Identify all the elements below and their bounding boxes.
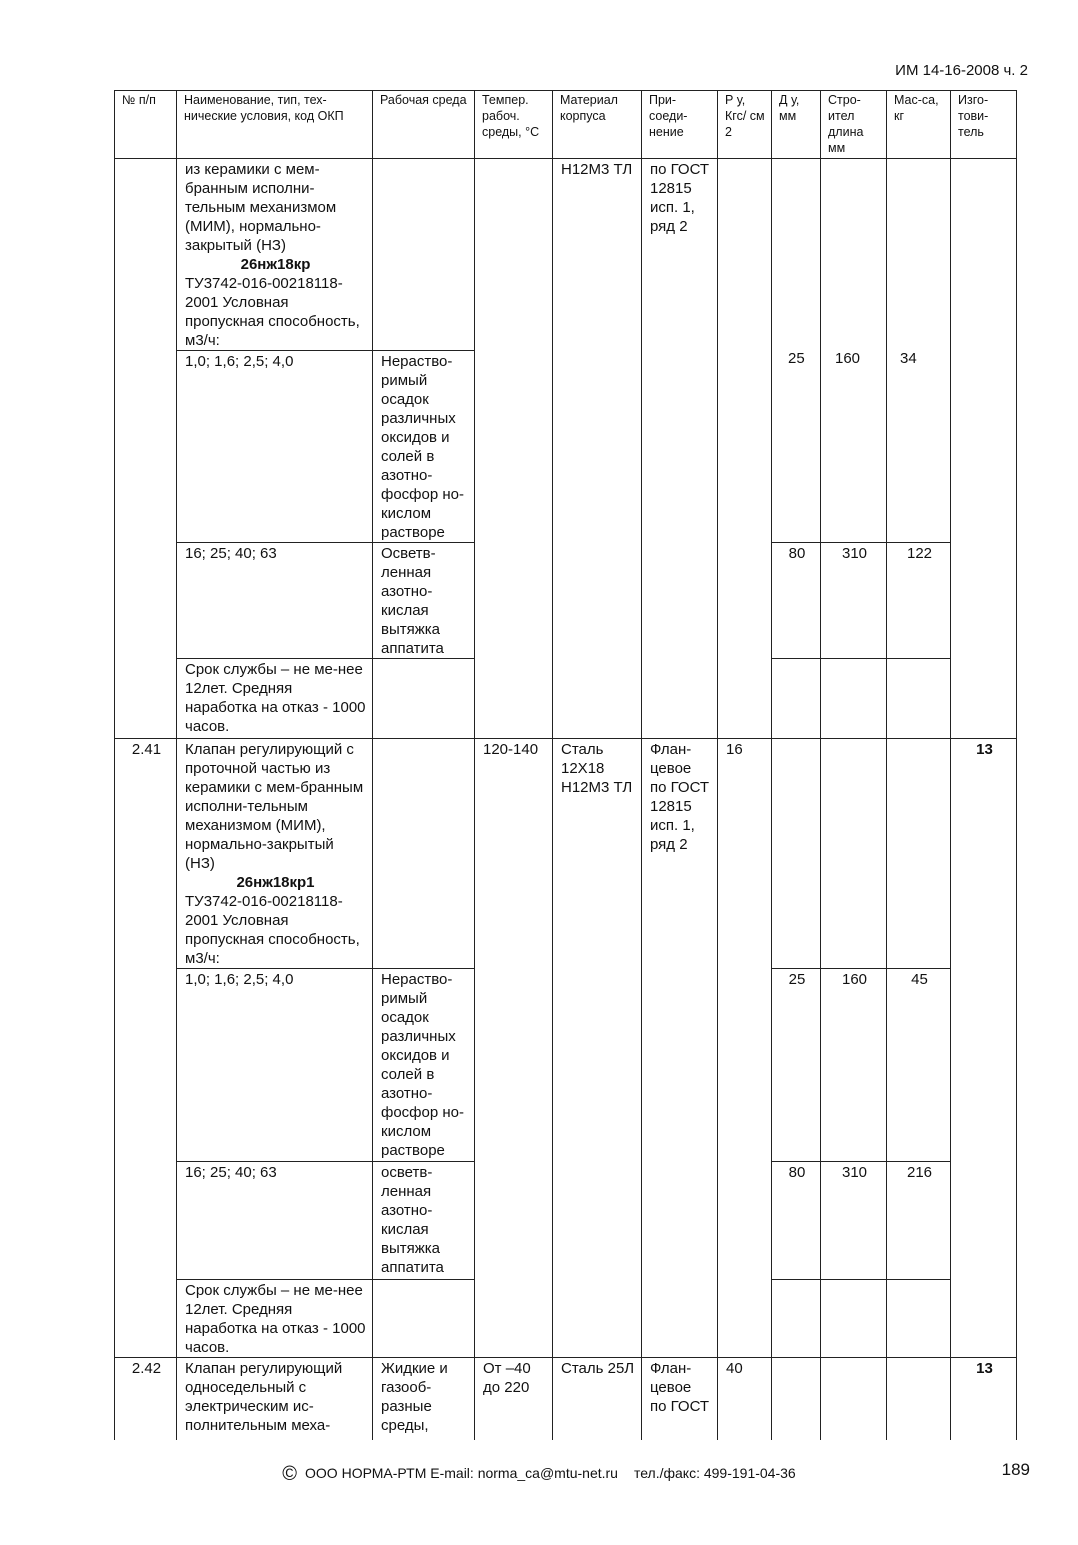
- cell-medium: осветв-ленная азотно-кислая вытяжка аппатита: [373, 1162, 475, 1280]
- table-header-row: [115, 91, 1017, 159]
- page-footer: [0, 1463, 1078, 1486]
- col-header-mass: Мас-са, кг: [887, 91, 951, 159]
- cell-connection: по ГОСТ 12815 исп. 1, ряд 2: [642, 159, 718, 739]
- footer-phone: тел./факс: 499-191-04-36: [633, 1465, 796, 1481]
- cell-material: Сталь 12Х18 Н12М3 ТЛ: [553, 739, 642, 1358]
- cell-length: [821, 1280, 887, 1358]
- cont-sub1-mass: 34: [900, 350, 917, 367]
- table-row: [115, 1358, 1017, 1440]
- cell-dn: [772, 1280, 821, 1358]
- cell-mass: [887, 1280, 951, 1358]
- cell-maker: 13: [951, 739, 1017, 1358]
- table-row: [115, 739, 1017, 969]
- cell-dn: [772, 659, 821, 739]
- cell-dn: [772, 739, 821, 969]
- cell-dn: 25: [772, 969, 821, 1162]
- valve-spec-table: [114, 90, 1017, 1440]
- cell-length: 160: [821, 969, 887, 1162]
- col-header-dn: Д у, мм: [772, 91, 821, 159]
- cell-length: 310: [821, 543, 887, 659]
- item-model: 26нж18кр1: [236, 874, 315, 891]
- cell-name: [177, 739, 373, 969]
- footer-email: E-mail: norma_ca@mtu-net.ru: [430, 1465, 618, 1481]
- cont-sub1-length: 160: [835, 350, 861, 367]
- col-header-temperature: Темпер. рабоч. среды, °С: [475, 91, 553, 159]
- cell-medium: Осветв-ленная азотно-кислая вытяжка аппатита: [373, 543, 475, 659]
- cell-name: Клапан регулирующий односедельный с электрическим ис-полнительным меха-: [177, 1358, 373, 1440]
- cell-material: Сталь 25Л: [553, 1358, 642, 1440]
- cell-number: 2.41: [115, 739, 177, 1358]
- document-code: ИМ 14-16-2008 ч. 2: [895, 62, 1028, 79]
- cell-kv: 16; 25; 40; 63: [177, 543, 373, 659]
- cell-temperature: От –40 до 220: [475, 1358, 553, 1440]
- cell-connection: Флан-цевое по ГОСТ 12815 исп. 1, ряд 2: [642, 739, 718, 1358]
- cont-sub1-dn: 25: [788, 350, 805, 367]
- cell-mass: [887, 659, 951, 739]
- cell-kv: 1,0; 1,6; 2,5; 4,0: [177, 351, 373, 543]
- col-header-material: Материал корпуса: [553, 91, 642, 159]
- cell-number: [115, 159, 177, 739]
- col-header-length: Стро-ител длина мм: [821, 91, 887, 159]
- item-model: 26нж18кр: [240, 256, 311, 273]
- cell-kv: 16; 25; 40; 63: [177, 1162, 373, 1280]
- col-header-name: Наименование, тип, тех-нические условия, код ОКП: [177, 91, 373, 159]
- cell-connection: Флан-цевое по ГОСТ: [642, 1358, 718, 1440]
- cell-mass: 45: [887, 969, 951, 1162]
- page-number: 189: [1001, 1460, 1030, 1479]
- col-header-medium: Рабочая среда: [373, 91, 475, 159]
- cell-mass: 216: [887, 1162, 951, 1280]
- footer-organization: ООО НОРМА-РТМ: [305, 1465, 427, 1481]
- cell-length: [821, 739, 887, 969]
- table-row: [115, 159, 1017, 351]
- cell-medium: Жидкие и газооб-разные среды,: [373, 1358, 475, 1440]
- cell-dn: 80: [772, 1162, 821, 1280]
- cell-mass: [887, 159, 951, 543]
- cell-medium: [373, 739, 475, 969]
- cell-pressure: 40: [718, 1358, 772, 1440]
- cell-medium: [373, 159, 475, 351]
- item-name-text: Клапан регулирующий с проточной частью из керамики с мем-бранным исполни-тельным механизмом (МИМ), нормально-закрытый (НЗ): [185, 741, 364, 872]
- cell-maker: [951, 159, 1017, 739]
- cell-mass: [887, 739, 951, 969]
- cell-service-life: Срок службы – не ме-нее 12лет. Средняя наработка на отказ - 1000 часов.: [177, 659, 373, 739]
- cell-medium: [373, 659, 475, 739]
- cell-medium: Нераство-римый осадок различных оксидов и солей в азотно-фосфор но-кислом растворе: [373, 969, 475, 1162]
- cell-kv: 1,0; 1,6; 2,5; 4,0: [177, 969, 373, 1162]
- col-header-pressure: Р у, Кгс/ см 2: [718, 91, 772, 159]
- cell-mass: 122: [887, 543, 951, 659]
- cell-temperature: 120-140: [475, 739, 553, 1358]
- copyright-symbol: ©: [282, 1463, 298, 1485]
- cell-pressure: 16: [718, 739, 772, 1358]
- cell-medium: Нераство-римый осадок различных оксидов и солей в азотно-фосфор но-кислом растворе: [373, 351, 475, 543]
- cell-name: [177, 159, 373, 351]
- col-header-maker: Изго-тови-тель: [951, 91, 1017, 159]
- cell-service-life: Срок службы – не ме-нее 12лет. Средняя наработка на отказ - 1000 часов.: [177, 1280, 373, 1358]
- cell-number: 2.42: [115, 1358, 177, 1440]
- cell-length: [821, 1358, 887, 1440]
- cell-medium: [373, 1280, 475, 1358]
- cell-dn: 80: [772, 543, 821, 659]
- cell-length: 310: [821, 1162, 887, 1280]
- cell-pressure: [718, 159, 772, 739]
- col-header-connection: При-соеди-нение: [642, 91, 718, 159]
- col-header-number: № п/п: [115, 91, 177, 159]
- item-conditions: ТУ3742-016-00218118-2001 Условная пропускная способность, м3/ч:: [185, 275, 360, 349]
- item-conditions: ТУ3742-016-00218118-2001 Условная пропускная способность, м3/ч:: [185, 893, 360, 967]
- cell-length: [821, 659, 887, 739]
- cell-temperature: [475, 159, 553, 739]
- cell-maker: 13: [951, 1358, 1017, 1440]
- cell-material: Н12М3 ТЛ: [553, 159, 642, 739]
- cell-mass: [887, 1358, 951, 1440]
- cell-dn: [772, 1358, 821, 1440]
- item-name-text: из керамики с мем-бранным исполни-тельным механизмом (МИМ), нормально-закрытый (НЗ): [185, 161, 337, 254]
